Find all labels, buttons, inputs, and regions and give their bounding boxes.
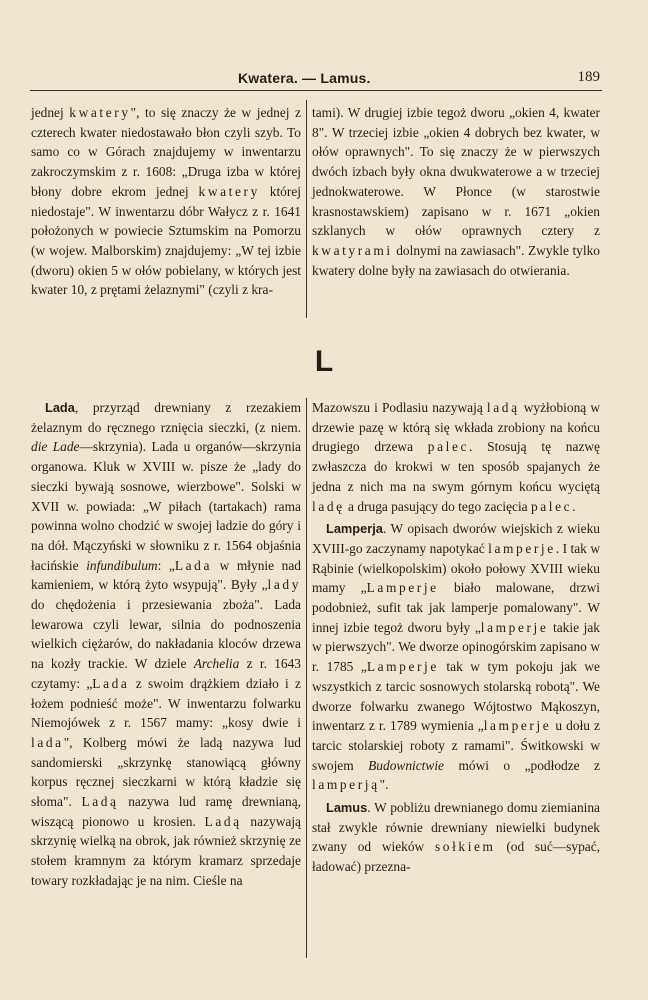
text-run: Lada [45,400,75,415]
text-run: nazywają skrzynię wielką na obrok, jak również skrzynię ze stołem kramnym za którym kramarz sprzedaje towary rozkładając je na nim. Cieśle na [31,813,301,888]
text-run: lamperją [312,777,380,793]
text-run: kwatery [69,105,131,120]
text-run: kwatery [198,183,260,199]
text-run: Lada [174,557,213,573]
text-run: Mazowszu i Podlasiu nazywają [312,400,487,415]
text-run: takie jak w pierwszych". We dworze opinogórskim zapisano w r. 1785 „ [312,619,601,675]
text-run: —skrzynia). Lada u organów—skrzynia organowa. Kluk w XVIII w. pisze że „lady do sieczki bywają sosnowe, wierzbowe". Solski w XVII w. powiada: „W piłach (tartakach) rama powinna wolno chodzić w swojej ladzie do góry i na dół. Mączyński w słowniku z r. 1564 objaśnia łacińskie [31,439,301,573]
text-run: lamperje [480,619,549,635]
text-run: jednej [31,105,70,120]
text-run: Lamperja [326,521,383,537]
text-run: której niedostaje". W inwentarzu dóbr Wałycz z r. 1641 położonych w powiecie Sztumskim na Pomorzu (w wojew. Malborskim) znajdujemy: „W tej izbie (dworu) okien 5 w ołów pobielany, w których jest kwater 10, z prętami żelaznymi" (czyli z kra- [31,183,301,298]
text-run: ladę [312,498,345,514]
text-run: lada [31,734,64,750]
entry-lada [31,398,301,891]
text-run: z swoim drążkiem działo i z łożem podnieść może". W inwentarzu folwarku Niemojówek z r. 1567 mamy: „kosy dwie i [31,675,301,731]
text-run: (od suć—sypać, ładować) przezna- [312,839,600,875]
entry-lamus [312,798,600,877]
text-run: biało malowane, drzwi podobnież, sufit tak jak lamperje pomalowany". W innej izbie tegoż dworu były „ [312,580,600,635]
text-run: z r. 1643 czytamy: „ [31,656,301,691]
text-run: Ladą [81,794,119,810]
text-run: ", Kolberg mówi że ladą nazywa lud sandomierski „skrzynkę stanowiącą główny korpus ręcznej sieczkarni w którą kładzie się słoma". [31,734,301,810]
top-left-column [31,103,301,300]
text-run: Ladą [204,813,242,829]
text-run: Archelia [193,656,240,672]
kwatera-continued-paragraph-right [312,103,600,280]
text-run: . W pobliżu drewnianego domu ziemianina stał zwykle równie drewniany niewielki budynek zwany od wieków [312,800,600,855]
text-run: ladą [486,400,520,415]
column-divider-top [306,100,307,318]
text-run: Budownictwie [368,757,444,773]
text-run: wyżłobioną w drzewie pazę w którą się wkłada zrobiony na końcu drugiego drzewa [312,400,600,455]
text-run: . W opisach dworów wiejskich z wieku XVIII-go zaczynamy napotykać [312,521,600,556]
text-run: Lada [92,675,130,691]
text-run: , przyrząd drewniany z rzezakiem żelaznym do ręcznego rznięcia sieczki, (z niem. [31,400,301,435]
running-header [30,66,602,91]
entry-lada-continued [312,398,600,516]
text-run: nazywa lud ramę drewnianą, wiszącą pionowo u krosien. [31,794,301,829]
running-title: Kwatera. — Lamus. [238,70,371,86]
text-run: dolnymi na zawiasach". Zwykle tylko kwatery dolne były na zawiasach do otwierania. [312,242,600,278]
entry-lamperja [312,519,600,795]
top-right-column [312,103,600,280]
text-run: tak w tym pokoju jak we wszystkich z tarcic sosnowych stolarską robotą". We dworze folwarku zwanego Wójtostwo Mąkoszyn, inwentarz z r. 1789 wymienia „ [312,659,600,734]
page-number: 189 [577,69,600,85]
kwatera-continued-paragraph [31,103,301,300]
text-run: do chędożenia i przesiewania zboża". Lada lewarowa czyli lewar, silnia do podnoszenia wielkich ciężarów, do nakładania kloców drzewa na kozły trackie. W dziele [31,597,301,672]
text-run: Lamperje [366,580,439,596]
text-run: a druga pasujący do tego zacięcia [344,498,531,514]
column-divider-bottom [306,398,307,958]
text-run: die Lade [31,439,80,455]
text-run: lamperje [483,718,552,734]
text-run: Lamus [326,800,368,816]
text-run: sołkiem [434,839,496,855]
text-run: Lamperje [366,659,439,675]
text-run: lamperje [488,540,556,556]
text-run: w młynie nad kamieniem, w którą żyto wsypują". Były „ [31,557,301,593]
text-run: u dołu z tarcic stolarskiej roboty z ramami". Świtkowski w swojem [312,718,600,773]
text-run: palec [530,498,573,514]
text-run: infundibulum [86,557,158,573]
text-run: . Stosują tę nazwę zwłaszcza do krokwi w ten sposób spajanych że jedna z nich ma na swym górnym końcu wyciętą [312,439,600,494]
text-run: mówi o „podłodze z [444,757,600,773]
text-run: lady [267,577,301,593]
text-run: : „ [157,557,175,573]
bottom-left-column [31,398,301,891]
section-letter-heading: L [314,345,334,378]
text-run: ", to się znaczy że w jednej z czterech kwater niedostawało błon czyli szyb. To samo co w Górach znajdujemy w inwentarzu zakroczymskim z r. 1608: „Druga izba w której błony dobre ekrom jednej [31,105,301,199]
text-run: . I tak w Rąbinie (wielkopolskim) około połowy XVIII wieku mamy „ [312,540,600,596]
text-run: tami). W drugiej izbie tegoż dworu „okien 4, kwater 8". W trzeciej izbie „okien 4 dobrych bez kwater, w ołów oprawnych". To się znaczy że w pierwszych dwóch izbach były okna dwukwaterowe a w trzeciej jednokwaterowe. W Płonce (w starostwie krasnostawskiem) zapisano w r. 1671 „okien szklanych w ołów oprawnych cztery z [312,105,600,239]
bottom-right-column [312,398,600,877]
text-run: kwatyrami [312,242,393,258]
text-run: ". [379,777,389,793]
text-run: palec [427,439,470,455]
text-run: . [572,498,576,514]
